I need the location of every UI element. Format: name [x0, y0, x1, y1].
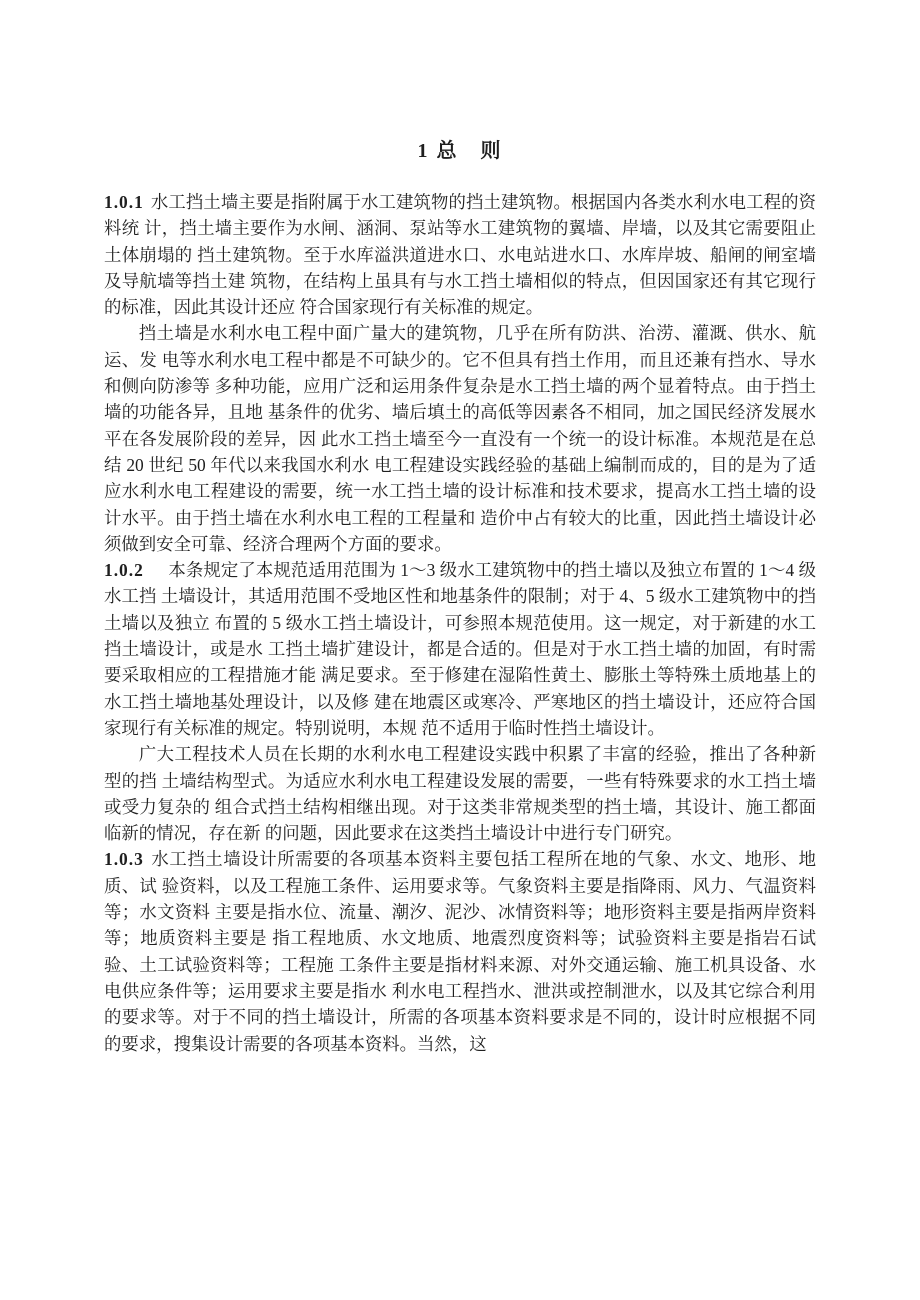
section-title: 1 总 则 [417, 140, 503, 162]
paragraph-1-0-1-text: 水工挡土墙主要是指附属于水工建筑物的挡土建筑物。根据国内各类水利水电工程的资料统 计，挡土墙主要作为水闸、涵洞、泵站等水工建筑物的翼墙、岸墙，以及其它需要阻止土体崩塌的 挡土建筑物。至于水库溢洪道进水口、水电站进水口、水库岸坡、船闸的闸室墙及导航墙等挡土建 筑物，在结构上虽具有与水工挡土墙相似的特点，但因国家还有其它现行的标准，因此其设计还应 符合国家现行有关标准的规定。 [104, 192, 816, 318]
paragraph-commentary-1 [104, 320, 816, 557]
paragraph-1-0-3 [104, 846, 816, 1056]
clause-number-1-0-1: 1.0.1 [104, 192, 144, 212]
paragraph-1-0-1 [104, 189, 816, 320]
paragraph-commentary-1-text: 挡土墙是水利水电工程中面广量大的建筑物，几乎在所有防洪、治涝、灌溉、供水、航运、发 电等水利水电工程中都是不可缺少的。它不但具有挡土作用，而且还兼有挡水、导水和侧向防渗等 多种功能，应用广泛和运用条件复杂是水工挡土墙的两个显着特点。由于挡土墙的功能各异，且地 基条件的优劣、墙后填土的高低等因素各不相同，加之国民经济发展水平在各发展阶段的差异，因 此水工挡土墙至今一直没有一个统一的设计标准。本规范是在总结 20 世纪 50 年代以来我国水利水 电工程建设实践经验的基础上编制而成的，目的是为了适应水利水电工程建设的需要，统一水工挡土墙的设计标准和技术要求，提高水工挡土墙的设计水平。由于挡土墙在水利水电工程的工程量和 造价中占有较大的比重，因此挡土墙设计必须做到安全可靠、经济合理两个方面的要求。 [104, 323, 816, 554]
paragraph-commentary-2 [104, 741, 816, 846]
paragraph-1-0-2 [104, 557, 816, 741]
clause-number-1-0-3: 1.0.3 [104, 849, 144, 870]
clause-number-1-0-2: 1.0.2 [104, 560, 144, 581]
paragraph-commentary-2-text: 广大工程技术人员在长期的水利水电工程建设实践中积累了丰富的经验，推出了各种新型的挡 土墙结构型式。为适应水利水电工程建设发展的需要，一些有特殊要求的水工挡土墙或受力复杂的 组合式挡土结构相继出现。对于这类非常规类型的挡土墙，其设计、施工都面临新的情况，存在新 的问题，因此要求在这类挡土墙设计中进行专门研究。 [104, 744, 816, 844]
document-page [104, 134, 816, 1057]
paragraph-1-0-2-text: 本条规定了本规范适用范围为 1～3 级水工建筑物中的挡土墙以及独立布置的 1～4 级水工挡 土墙设计，其适用范围不受地区性和地基条件的限制；对于 4、5 级水工建筑物中的挡土墙以及独立 布置的 5 级水工挡土墙设计，可参照本规范使用。这一规定，对于新建的水工挡土墙设计，或是水 工挡土墙扩建设计，都是合适的。但是对于水工挡土墙的加固，有时需要采取相应的工程措施才能 满足要求。至于修建在湿陷性黄土、膨胀土等特殊土质地基上的水工挡土墙地基处理设计，以及修 建在地震区或寒冷、严寒地区的挡土墙设计，还应符合国家现行有关标准的规定。特别说明，本规 范不适用于临时性挡土墙设计。 [104, 560, 816, 738]
paragraph-1-0-3-text: 水工挡土墙设计所需要的各项基本资料主要包括工程所在地的气象、水文、地形、地质、试 验资料，以及工程施工条件、运用要求等。气象资料主要是指降雨、风力、气温资料等；水文资料 主要是指水位、流量、潮汐、泥沙、冰情资料等；地形资料主要是指两岸资料等；地质资料主要是 指工程地质、水文地质、地震烈度资料等；试验资料主要是指岩石试验、土工试验资料等；工程施 工条件主要是指材料来源、对外交通运输、施工机具设备、水电供应条件等；运用要求主要是指水 利水电工程挡水、泄洪或控制泄水，以及其它综合利用的要求等。对于不同的挡土墙设计，所需的各项基本资料要求是不同的，设计时应根据不同的要求，搜集设计需要的各项基本资料。当然，这 [104, 849, 816, 1054]
